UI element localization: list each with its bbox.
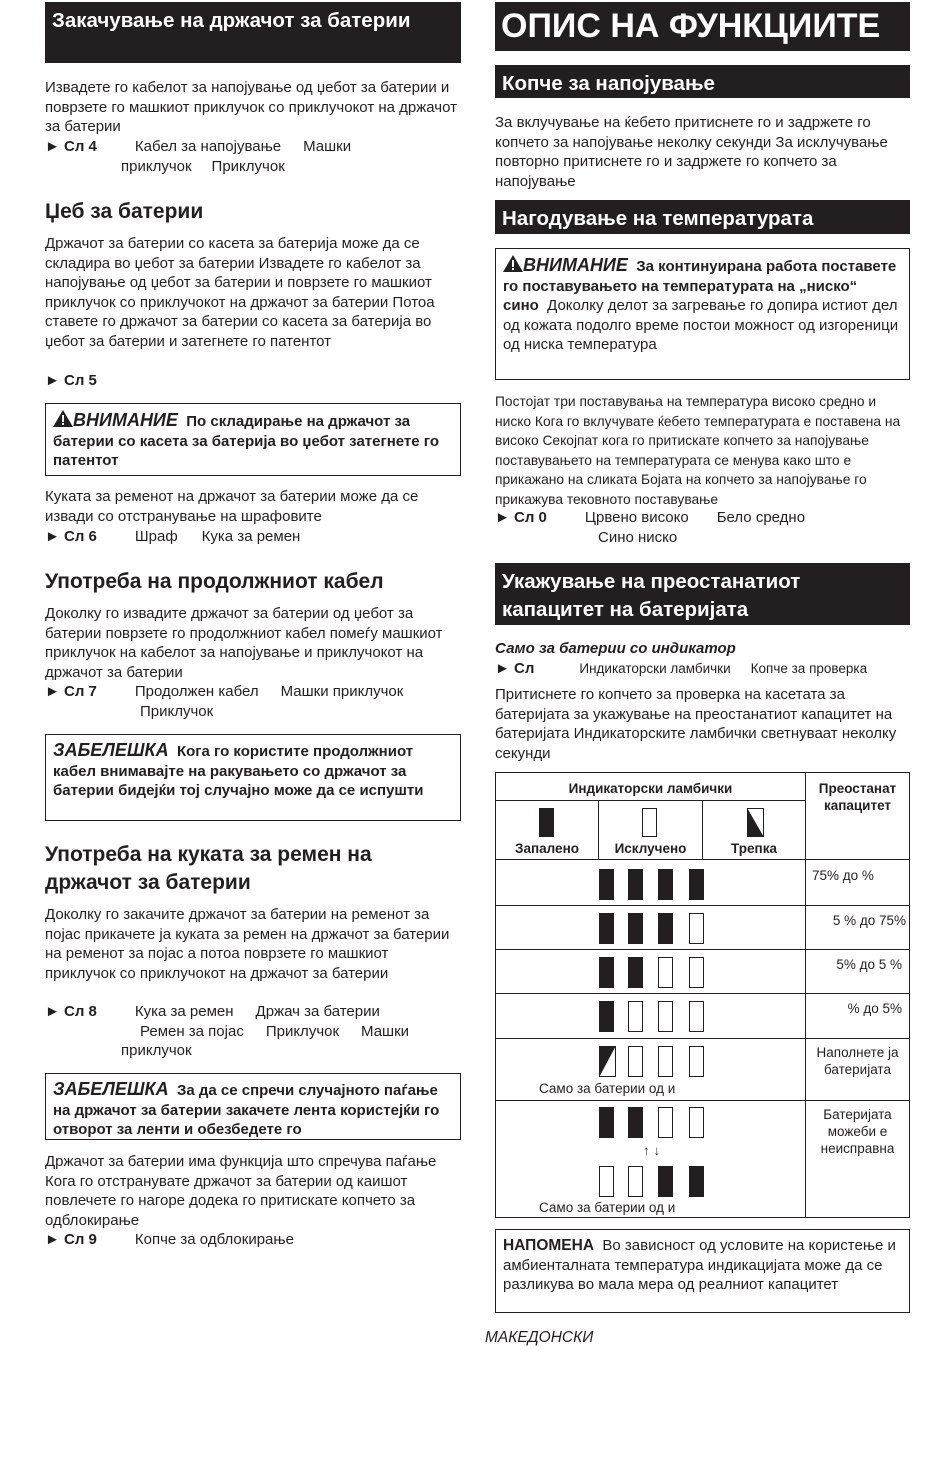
warning-icon xyxy=(503,255,523,272)
power-heading: Копче за напојување xyxy=(495,65,910,98)
capacity-heading: Укажување на преостанатиот капацитет на батеријата xyxy=(495,563,910,625)
indicator-lamp-r6b-4 xyxy=(689,1166,704,1197)
row6-note: Само за батерии од и xyxy=(539,1200,676,1215)
indicator-lamp-r6b-2 xyxy=(628,1166,643,1197)
capacity-body: Притиснете го копчето за проверка на касетата за батеријата за укажување на преостанатиот капацитет на батеријата Индикаторските ламбички светнуваат неколку секунди xyxy=(495,686,897,762)
indicator-lamp-r6b-1 xyxy=(599,1166,614,1197)
capacity-only: Само за батерии со индикатор xyxy=(495,640,736,657)
pocket-body: Држачот за батерии со касета за батерија може да се складира во џебот за батерии Извадете го кабелот за напојување од џебот за батерии и поврзете го машкиот приклучок со приклучокот на држачот за батерии Потоа ставете го држачот за батерии со касета за батерија во џебот за батерии и затегнете го патентот xyxy=(45,235,435,350)
fig8-legend: ► Сл 8 Кука за ремен Држач за батерии Ремен за појас Приклучок Машки приклучок xyxy=(45,1003,410,1060)
warning-icon xyxy=(53,410,73,427)
indicator-lamp-r6-1 xyxy=(599,1107,614,1138)
indicator-table xyxy=(495,772,910,1218)
indicator-lamp-r1-1 xyxy=(599,869,614,900)
indicator-lamp-r4-3 xyxy=(658,1001,673,1032)
hook-heading: Употреба на куката за ремен на држачот за батерии xyxy=(45,843,372,894)
fig7-legend: ► Сл 7 Продолжен кабел Машки приклучок Приклучок xyxy=(45,683,404,720)
indicator-lamp-r3-1 xyxy=(599,957,614,988)
main-title: ОПИС НА ФУНКЦИИТЕ xyxy=(495,2,910,51)
indicator-lamp-r3-3 xyxy=(658,957,673,988)
legend-lamp-blink xyxy=(747,808,764,837)
capacity-row-2: 5 % до 75% xyxy=(832,913,906,928)
indicator-lamp-r2-1 xyxy=(599,913,614,944)
pocket-heading: Џеб за батерии xyxy=(45,200,204,223)
indicator-lamp-r5-4 xyxy=(689,1046,704,1077)
capacity-note-box: НАПОМЕНА Во зависност од условите на користење и амбиенталната температура индикацијата може да се разликува во мала мера од реалниот капацитет xyxy=(495,1229,910,1313)
attach-body: Извадете го кабелот за напојување од џебот за батерии и поврзете го машкиот приклучок со приклучокот на држачот за батерии xyxy=(45,79,457,136)
indicator-lamp-r6-2 xyxy=(628,1107,643,1138)
pocket-caution-box: ВНИМАНИЕ По складирање на држачот за батерии со касета за батерија во џебот затегнете го патентот xyxy=(45,403,461,476)
temp-heading: Нагодување на температурата xyxy=(495,200,910,234)
capacity-row-5: Наполнете ја батеријата xyxy=(816,1045,899,1077)
hook-remove-body: Куката за ременот на држачот за батерии може да се извади со отстранување на шрафовите xyxy=(45,488,419,525)
row6-arrows: ↑ ↓ xyxy=(643,1143,661,1158)
fig4-legend: ► Сл 4 Кабел за напојување Машки приклучок Приклучок xyxy=(45,138,352,175)
cable-heading: Употреба на продолжниот кабел xyxy=(45,570,384,593)
indicator-lamp-r4-1 xyxy=(599,1001,614,1032)
capacity-row-6: Батеријата можеби е неисправна xyxy=(820,1107,895,1156)
footer-language: МАКЕДОНСКИ xyxy=(485,1329,594,1346)
indicator-lamp-r1-2 xyxy=(628,869,643,900)
indicator-lamp-r2-3 xyxy=(658,913,673,944)
indicator-lamp-r3-4 xyxy=(689,957,704,988)
row5-note: Само за батерии од и xyxy=(539,1081,676,1096)
indicator-lamp-r1-3 xyxy=(658,869,673,900)
cable-note-box: ЗАБЕЛЕШКА Кога го користите продолжниот кабел внимавајте на ракувањето со држачот за батерии бидејќи тој случајно може да се испушти xyxy=(45,734,461,821)
indicator-lamp-r6-4 xyxy=(689,1107,704,1138)
legend-lamp-lit xyxy=(539,808,554,837)
temp-body: Постојат три поставувања на температура високо средно и ниско Кога го вклучувате ќебето температурата е поставена на високо Секојпат кога го притискате копчето за напојување поставувањето на температурата се менува како што е прикажано на сликата Бојата на копчето за напојување го прикажува тековното поставување xyxy=(495,394,901,507)
fig6-legend: ► Сл 6 Шраф Кука за ремен xyxy=(45,528,301,545)
legend-blink-label: Трепка xyxy=(731,841,777,856)
indicator-lamp-r2-4 xyxy=(689,913,704,944)
fig11-legend: ► Сл Индикаторски ламбички Копче за проверка xyxy=(495,660,868,677)
fig5-ref: ► Сл 5 xyxy=(45,372,97,389)
legend-lamp-off xyxy=(642,808,657,837)
attach-heading: Закачување на држачот за батерии xyxy=(45,2,461,63)
capacity-row-4: % до 5% xyxy=(847,1001,902,1016)
capacity-row-1: 75% до % xyxy=(812,868,874,883)
legend-off-label: Исклучено xyxy=(614,841,687,856)
temp-caution-box: ВНИМАНИЕ За континуирана работа поставете го поставувањето на температурата на „ниско“ сино Доколку делот за загревање го допира истиот дел од кожата подолго време постои можност од изгореници од ниска температура xyxy=(495,248,910,380)
fig9-legend: ► Сл 9 Копче за одблокирање xyxy=(45,1231,294,1248)
indicator-lamp-r5-3 xyxy=(658,1046,673,1077)
indicator-lamp-r6b-3 xyxy=(658,1166,673,1197)
indicator-lamp-r4-2 xyxy=(628,1001,643,1032)
indicator-lamp-r3-2 xyxy=(628,957,643,988)
cable-body: Доколку го извадите држачот за батерии од џебот за батерии поврзете го продолжниот кабел помеѓу машкиот приклучок на кабелот за напојување и приклучокот на држачот за батерии xyxy=(45,605,443,681)
legend-lit-label: Запалено xyxy=(515,841,579,856)
col-lamps-header: Индикаторски ламбички xyxy=(568,781,733,796)
indicator-lamp-r1-4 xyxy=(689,869,704,900)
power-body: За вклучување на ќебето притиснете го и задржете го копчето за напојување неколку секунди За исклучување повторно притиснете го и задржете го копчето за напојување xyxy=(495,114,888,190)
hook-body: Доколку го закачите држачот за батерии на ременот за појас прикачете ја куката за ремен на држачот за батерии на ременот за појас а потоа поврзете го машкиот приклучок со приклучокот на држачот за батерии xyxy=(45,906,450,982)
indicator-lamp-r5-1 xyxy=(599,1046,616,1077)
capacity-row-3: 5% до 5 % xyxy=(836,957,902,972)
indicator-lamp-r2-2 xyxy=(628,913,643,944)
indicator-lamp-r4-4 xyxy=(689,1001,704,1032)
col-capacity-header: Преостанат капацитет xyxy=(818,781,897,813)
release-body: Држачот за батерии има функција што спречува паѓање Кога го отстранувате држачот за батерии од каишот повлечете го нагоре додека го притискате копчето за одблокирање xyxy=(45,1153,437,1229)
indicator-lamp-r5-2 xyxy=(628,1046,643,1077)
hook-note-box: ЗАБЕЛЕШКА За да се спречи случајното паѓање на држачот за батерии закачете лента користејќи го отворот за ленти и обезбедете го xyxy=(45,1073,461,1140)
fig10-legend: ► Сл 0 Црвено високо Бело средно Сино ниско xyxy=(495,509,806,546)
indicator-lamp-r6-3 xyxy=(658,1107,673,1138)
